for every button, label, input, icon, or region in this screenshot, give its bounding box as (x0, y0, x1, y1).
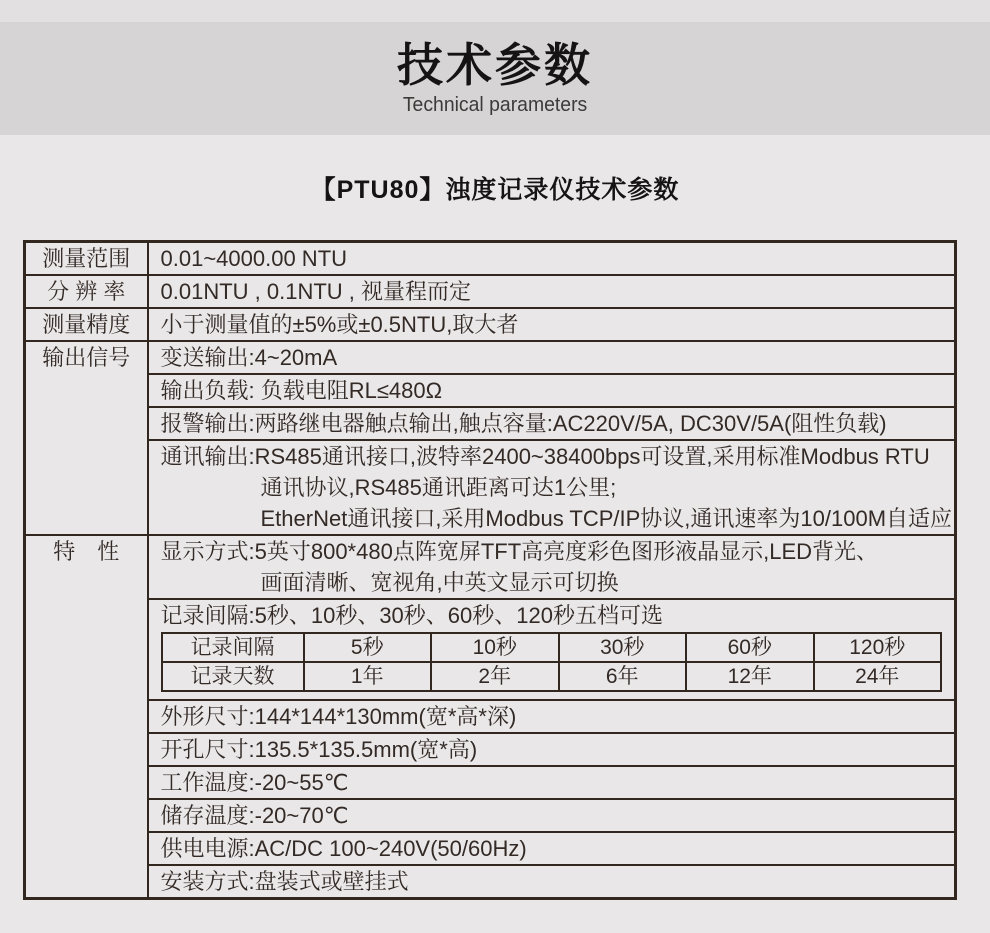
table-row (25, 599, 956, 700)
top-strip (0, 0, 990, 22)
record-cell: 120秒 (814, 633, 942, 662)
table-row (25, 275, 956, 308)
table-row (25, 733, 956, 766)
record-cell: 记录天数 (162, 662, 304, 691)
value-dimensions: 外形尺寸:144*144*130mm(宽*高*深) (148, 700, 956, 733)
doc-title: 【PTU80】浊度记录仪技术参数 (310, 175, 680, 204)
table-row (25, 832, 956, 865)
table-row (25, 799, 956, 832)
value-alarm-output: 报警输出:两路继电器触点输出,触点容量:AC220V/5A, DC30V/5A(阻性负载) (148, 407, 956, 440)
display-line-2: 画面清晰、宽视角,中英文显示可切换 (260, 570, 619, 595)
table-row (25, 341, 956, 374)
record-cell: 60秒 (686, 633, 814, 662)
header-banner (0, 22, 990, 135)
record-days-row (162, 662, 942, 691)
row-label-resolution: 分 辨 率 (25, 275, 148, 308)
value-cutout-size: 开孔尺寸:135.5*135.5mm(宽*高) (148, 733, 956, 766)
spec-table (23, 240, 957, 900)
value-working-temp: 工作温度:-20~55℃ (148, 766, 956, 799)
table-row (25, 374, 956, 407)
comm-line-1: 通讯输出:RS485通讯接口,波特率2400~38400bps可设置,采用标准Modbus RTU (160, 444, 930, 469)
record-cell: 12年 (686, 662, 814, 691)
row-label-output-signal: 输出信号 (25, 341, 148, 535)
row-label-accuracy: 测量精度 (25, 308, 148, 341)
record-interval-row (162, 633, 942, 662)
record-cell: 1年 (304, 662, 432, 691)
value-accuracy: 小于测量值的±5%或±0.5NTU,取大者 (148, 308, 956, 341)
table-row (25, 242, 956, 276)
value-measure-range: 0.01~4000.00 NTU (148, 242, 956, 276)
table-row (25, 700, 956, 733)
value-output-load: 输出负载: 负载电阻RL≤480Ω (148, 374, 956, 407)
comm-line-2: 通讯协议,RS485通讯距离可达1公里; (260, 475, 617, 500)
page-subtitle: Technical parameters (402, 93, 588, 116)
value-power-supply: 供电电源:AC/DC 100~240V(50/60Hz) (148, 832, 956, 865)
record-cell: 6年 (559, 662, 687, 691)
comm-line-3: EtherNet通讯接口,采用Modbus TCP/IP协议,通讯速率为10/100M自适应 (260, 506, 953, 531)
value-transmit-output: 变送输出:4~20mA (148, 341, 956, 374)
row-label-measure-range: 测量范围 (25, 242, 148, 276)
record-cell: 24年 (814, 662, 942, 691)
table-row (25, 535, 956, 599)
record-cell: 10秒 (431, 633, 559, 662)
table-row (25, 440, 956, 535)
record-cell: 记录间隔 (162, 633, 304, 662)
value-display-mode (148, 535, 956, 599)
table-row (25, 407, 956, 440)
record-cell: 5秒 (304, 633, 432, 662)
value-record-interval (148, 599, 956, 700)
value-resolution: 0.01NTU , 0.1NTU , 视量程而定 (148, 275, 956, 308)
page-title: 技术参数 (397, 39, 593, 92)
record-cell: 30秒 (559, 633, 687, 662)
table-row (25, 308, 956, 341)
value-storage-temp: 储存温度:-20~70℃ (148, 799, 956, 832)
row-label-features: 特 性 (25, 535, 148, 899)
record-interval-text: 记录间隔:5秒、10秒、30秒、60秒、120秒五档可选 (160, 603, 663, 628)
value-comm-output (148, 440, 956, 535)
value-mounting: 安装方式:盘装式或壁挂式 (148, 865, 956, 899)
record-table (161, 632, 943, 692)
table-row (25, 865, 956, 899)
table-row (25, 766, 956, 799)
record-cell: 2年 (431, 662, 559, 691)
display-line-1: 显示方式:5英寸800*480点阵宽屏TFT高亮度彩色图形液晶显示,LED背光、 (160, 539, 879, 564)
